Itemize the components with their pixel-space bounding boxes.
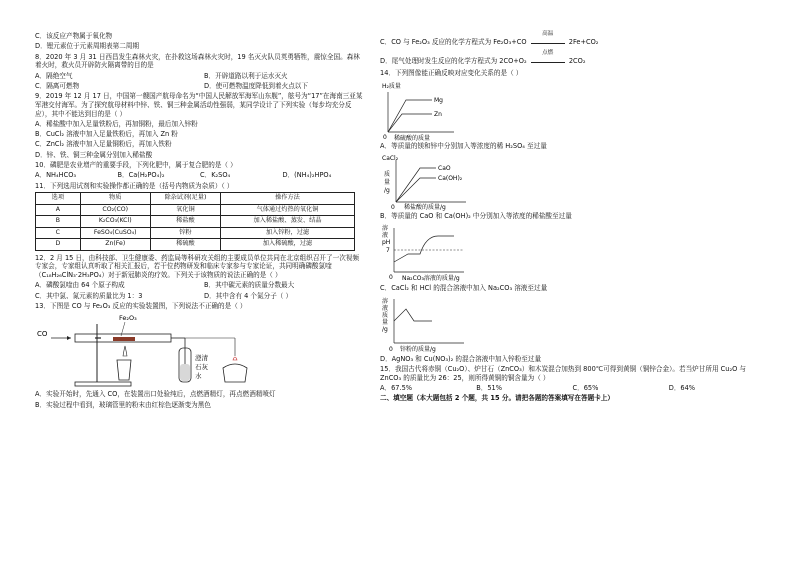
cao-curve	[396, 168, 436, 202]
limewater-label: 石灰	[195, 363, 208, 372]
limewater-label: 水	[195, 372, 202, 381]
q10-option-a: A．NH₄HCO₃	[35, 171, 77, 180]
cao-label: CaO	[438, 165, 451, 172]
q10-option-d: D．(NH₄)₂HPO₄	[282, 171, 332, 180]
q14-option-d: D．AgNO₃ 和 Cu(NO₃)₂ 的混合溶液中加入锌粉至过量	[380, 354, 542, 363]
q14-option-b: B．等质量的 CaO 和 Ca(OH)₂ 中分别加入等浓度的稀盐酸至过量	[380, 212, 572, 220]
graph-b	[380, 152, 500, 212]
caoh2-curve	[396, 178, 436, 202]
q12-option-a: A．磷酸氯喹由 64 个原子构成	[35, 281, 125, 290]
reaction-condition-arrow	[529, 32, 567, 47]
q14-option-a: A．等质量的镁和锌中分别加入等浓度的稀 H₂SO₄ 至过量	[380, 141, 547, 150]
table-header: 操作方法	[221, 192, 355, 204]
graph-c-origin: 0	[389, 274, 393, 282]
q10-option-c: C．K₂SO₄	[200, 171, 231, 180]
q13-option-c	[380, 32, 765, 47]
graph-b-xlabel: 稀盐酸的质量/g	[404, 204, 446, 211]
condition-ignite: 点燃	[542, 49, 554, 56]
q12-option-d: D．其中含有 4 个氮分子（ ）	[204, 291, 293, 300]
graph-b-ylabel: CaCl₂	[382, 155, 399, 162]
graph-d-ylabel: 溶	[382, 297, 389, 305]
q15-option-b: B．51%	[476, 383, 503, 392]
stand-base	[75, 382, 131, 386]
graph-b-origin: 0	[391, 204, 395, 211]
q13d-equation-right: 2CO₂	[568, 56, 586, 65]
q13-option-b: B．实验过程中看到，玻璃管里的粉末由红棕色逐渐变为黑色	[35, 400, 211, 409]
q15-option-d: D．64%	[668, 383, 696, 392]
table-cell: Zn(Fe)	[80, 239, 150, 251]
zn-label: Zn	[434, 110, 442, 118]
q8-option-c: C．隔离可燃物	[35, 81, 80, 90]
question-8: 8．2020 年 3 月 31 日西昌发生森林火灾，在扑救这场森林火灾时，19 名灭火队员英勇牺牲，震惊全国。森林着火时，救火员开辟防火隔离带的目的是	[35, 52, 360, 70]
q8-options-row2	[35, 82, 365, 91]
table-cell: B	[36, 216, 81, 228]
question-14: 14．下列图像能正确反映对应变化关系的是（ ）	[380, 69, 523, 78]
graph-b-ylabel: /g	[384, 187, 390, 194]
table-header: 选项	[36, 192, 81, 204]
graph-c-xlabel: Na₂CO₃溶液的质量/g	[402, 275, 460, 283]
table-row	[36, 216, 355, 228]
table-row	[36, 227, 355, 239]
ph-curve	[394, 236, 454, 262]
graph-c-ylabel: 液	[382, 232, 389, 240]
q13-option-d	[380, 51, 765, 66]
q8-option-a: A．隔绝空气	[35, 71, 73, 80]
caoh2-label: Ca(OH)₂	[438, 175, 463, 182]
question-9: 9．2019 年 12 月 17 日，中国第一艘国产航母命名为“中国人民解放军海军山东舰”，舷号为“17”在海南三亚某军港交付海军。为了探究航母材料中锌、铁、铜三种金属活动性强弱，某同学设计了下列实验（每步均充分反应），其中不能达到目的是（ ）	[35, 92, 363, 118]
q9-option-a: A．稀盐酸中加入足量铁粉后，再加铜粉，最后加入锌粉	[35, 119, 198, 128]
graph-c	[380, 222, 500, 284]
q13c-equation-right: 2Fe+CO₂	[568, 38, 599, 46]
q9-option-c: C．ZnCl₂ 溶液中加入足量铜粉后，再加入铁粉	[35, 140, 172, 149]
alcohol-blast-burner	[117, 360, 131, 380]
q7-option-c: C．该反应产物属于氧化物	[35, 32, 113, 40]
q8-options-row1	[35, 72, 365, 81]
graph-a-origin: 0	[383, 133, 387, 141]
table-row	[36, 204, 355, 216]
q13c-equation-left: C．CO 与 Fe₂O₃ 反应的化学方程式为 Fe₂O₃+CO	[380, 38, 527, 46]
q15-option-a: A．67.5%	[380, 383, 413, 392]
q14-option-c: C．CaCl₂ 和 HCl 的混合溶液中加入 Na₂CO₃ 溶液至过量	[380, 284, 548, 293]
graph-b-ylabel: 量	[384, 179, 391, 186]
graph-d-origin: 0	[389, 345, 393, 353]
co-label: CO	[37, 330, 48, 339]
table-cell: C	[36, 227, 81, 239]
right-column	[380, 32, 765, 404]
q9-option-b: B．CuCl₂ 溶液中加入足量铁粉后，再加入 Zn 粉	[35, 130, 178, 139]
mg-label: Mg	[434, 96, 443, 104]
graph-b-ylabel: 质	[384, 171, 391, 178]
limewater-label: 澄清	[195, 354, 208, 363]
q15-options	[380, 384, 765, 393]
question-15: 15．我国古代将赤铜（Cu₂O）、炉甘石（ZnCO₃）和木炭混合加热到 800℃可得到黄铜（铜锌合金）。若当炉甘所用 Cu₂O 与 ZnCO₃ 的质量比为 26：25，则所得黄铜的铜含量为（ ）	[380, 364, 746, 382]
table-cell: 加入锌粉，过滤	[221, 227, 355, 239]
graph-a-ylabel: H₂质量	[382, 82, 401, 90]
section-2-heading: 二、填空题（本大题包括 2 个题，共 15 分。请把各题的答案填写在答题卡上）	[380, 394, 614, 403]
zn-curve	[388, 114, 432, 132]
solution-mass-curve	[394, 309, 432, 321]
question-12: 12．2 月 15 日，由科技部、卫生健康委、药监局等科研攻关组的主要成员单位共同在北京组织召开了一次视频专家会，专家组认真听取了相关汇报后，若干位药物研发和临床专家参与专家论证，共同明确磷酸氯喹（C₁₈H₂₆ClN₃·2H₃PO₄）对于新冠肺炎的疗效。下列关于该物质的说法正确的是（ ）	[35, 253, 359, 280]
table-cell: CO₂(CO)	[80, 204, 150, 216]
q12-option-b: B．其中碳元素的质量分数最大	[204, 281, 295, 290]
fe2o3-label: Fe₂O₃	[119, 314, 137, 323]
table-cell: K₂CO₃(KCl)	[80, 216, 150, 228]
table-header: 除杂试剂(足量)	[150, 192, 220, 204]
left-column	[35, 32, 365, 411]
question-13: 13．下图是 CO 与 Fe₂O₃ 反应的实验装置图，下列说法不正确的是（ ）	[35, 302, 247, 311]
q12-options-row2	[35, 292, 365, 301]
table-cell: 稀盐酸	[150, 216, 220, 228]
alcohol-lamp	[223, 364, 247, 382]
graph-d	[380, 295, 500, 355]
table-cell: A	[36, 204, 81, 216]
q9-option-d: D．锌、铁、铜三种金属分别加入稀盐酸	[35, 150, 153, 159]
table-cell: 稀硫酸	[150, 239, 220, 251]
table-cell: 气体通过灼热的氧化铜	[221, 204, 355, 216]
q7-option-d: D．锂元素位于元素周期表第二周期	[35, 42, 139, 51]
table-cell: D	[36, 239, 81, 251]
graph-c-ylabel: pH	[382, 239, 391, 247]
graph-a	[380, 80, 500, 142]
table-cell: 氧化铜	[150, 204, 220, 216]
graph-a-xlabel: 稀硫酸的质量	[394, 134, 431, 142]
q10-options	[35, 171, 365, 180]
graph-d-ylabel: 质	[382, 311, 389, 319]
q8-option-d: D．使可燃物温度降低到着火点以下	[204, 81, 308, 90]
q12-options-row1	[35, 281, 365, 290]
q13d-equation-left: D．尾气处理时发生反应的化学方程式为 2CO+O₂	[380, 56, 527, 65]
q11-table	[35, 192, 355, 251]
table-cell: 锌粉	[150, 227, 220, 239]
iron-oxide-powder	[113, 337, 135, 341]
graph-d-ylabel: 量	[382, 318, 389, 326]
q10-option-b: B．Ca(H₂PO₄)₂	[117, 171, 165, 180]
graph-d-ylabel: 液	[382, 304, 389, 312]
reaction-condition-arrow	[529, 51, 567, 66]
table-header: 物质	[80, 192, 150, 204]
mg-curve	[388, 100, 432, 132]
co-fe2o3-apparatus-figure	[35, 312, 255, 390]
graph-d-xlabel: 锌粉的质量/g	[400, 345, 436, 353]
table-cell: 加入稀硫酸，过滤	[221, 239, 355, 251]
graph-c-ylabel: 溶	[382, 225, 389, 233]
q15-option-c: C．65%	[572, 383, 599, 392]
question-10: 10．磷肥是农业增产的重要手段，下列化肥中，属于复合肥的是（ ）	[35, 161, 237, 170]
condition-high-temp: 高温	[542, 31, 554, 37]
graph-d-ylabel: /g	[382, 325, 388, 333]
table-cell: 加入稀盐酸、蒸发、结晶	[221, 216, 355, 228]
ph-seven-tick: 7	[386, 247, 390, 255]
table-cell: FeSO₄(CuSO₄)	[80, 227, 150, 239]
q13-option-a: A．实验开始时，先通入 CO，在装置出口处验纯后，点燃酒精灯，再点燃酒精喷灯	[35, 390, 276, 399]
question-11: 11．下列选用试剂和实验操作都正确的是（括号内物质为杂质）（ ）	[35, 181, 234, 190]
table-row	[36, 239, 355, 251]
q12-option-c: C．其中氯、氮元素的质量比为 1：3	[35, 291, 143, 300]
q8-option-b: B．开辟道路以利于运水灭火	[204, 71, 288, 80]
table-header-row	[36, 192, 355, 204]
